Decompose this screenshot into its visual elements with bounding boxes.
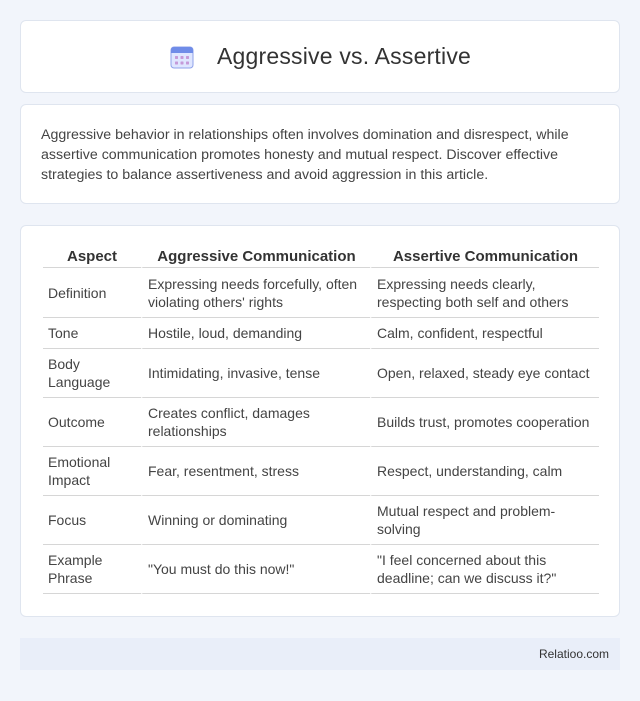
aspect-cell: Focus bbox=[43, 496, 141, 545]
aspect-cell: Definition bbox=[43, 268, 141, 318]
aspect-cell: Example Phrase bbox=[43, 545, 141, 594]
table-row bbox=[43, 268, 599, 318]
aspect-cell: Outcome bbox=[43, 398, 141, 447]
assertive-cell: "I feel concerned about this deadline; can we discuss it?" bbox=[370, 545, 599, 594]
aspect-cell: Body Language bbox=[43, 349, 141, 398]
column-header-assertive: Assertive Communication bbox=[370, 244, 599, 268]
aggressive-cell: "You must do this now!" bbox=[141, 545, 370, 594]
footer bbox=[20, 638, 620, 670]
header-card bbox=[20, 20, 620, 93]
assertive-cell: Builds trust, promotes cooperation bbox=[370, 398, 599, 447]
page-title: Aggressive vs. Assertive bbox=[216, 43, 472, 69]
aggressive-cell: Winning or dominating bbox=[141, 496, 370, 545]
intro-text: Aggressive behavior in relationships often involves domination and disrespect, while assertive communication promotes honesty and mutual respect. Discover effective strategies to balance assertiveness and avoid aggression in this article. bbox=[41, 127, 569, 183]
header bbox=[169, 43, 471, 70]
table-row bbox=[43, 447, 599, 496]
comparison-table bbox=[43, 244, 599, 594]
table-row bbox=[43, 545, 599, 594]
table-row bbox=[43, 318, 599, 349]
assertive-cell: Calm, confident, respectful bbox=[370, 318, 599, 349]
aggressive-cell: Hostile, loud, demanding bbox=[141, 318, 370, 349]
intro-card bbox=[20, 104, 620, 204]
aspect-cell: Tone bbox=[43, 318, 141, 349]
aggressive-cell: Intimidating, invasive, tense bbox=[141, 349, 370, 398]
column-header-aggressive: Aggressive Communication bbox=[141, 244, 370, 268]
table-row bbox=[43, 496, 599, 545]
table-row bbox=[43, 349, 599, 398]
column-header-aspect: Aspect bbox=[43, 244, 141, 268]
aggressive-cell: Creates conflict, damages relationships bbox=[141, 398, 370, 447]
assertive-cell: Expressing needs clearly, respecting both self and others bbox=[370, 268, 599, 318]
aggressive-cell: Fear, resentment, stress bbox=[141, 447, 370, 496]
footer-site-link[interactable]: Relatioo.com bbox=[538, 647, 609, 661]
assertive-cell: Respect, understanding, calm bbox=[370, 447, 599, 496]
comparison-table-card bbox=[20, 225, 620, 617]
table-row bbox=[43, 398, 599, 447]
aggressive-cell: Expressing needs forcefully, often violating others' rights bbox=[141, 268, 370, 318]
assertive-cell: Open, relaxed, steady eye contact bbox=[370, 349, 599, 398]
aspect-cell: Emotional Impact bbox=[43, 447, 141, 496]
assertive-cell: Mutual respect and problem-solving bbox=[370, 496, 599, 545]
table-header-row bbox=[43, 244, 599, 268]
calendar-icon bbox=[169, 44, 195, 70]
